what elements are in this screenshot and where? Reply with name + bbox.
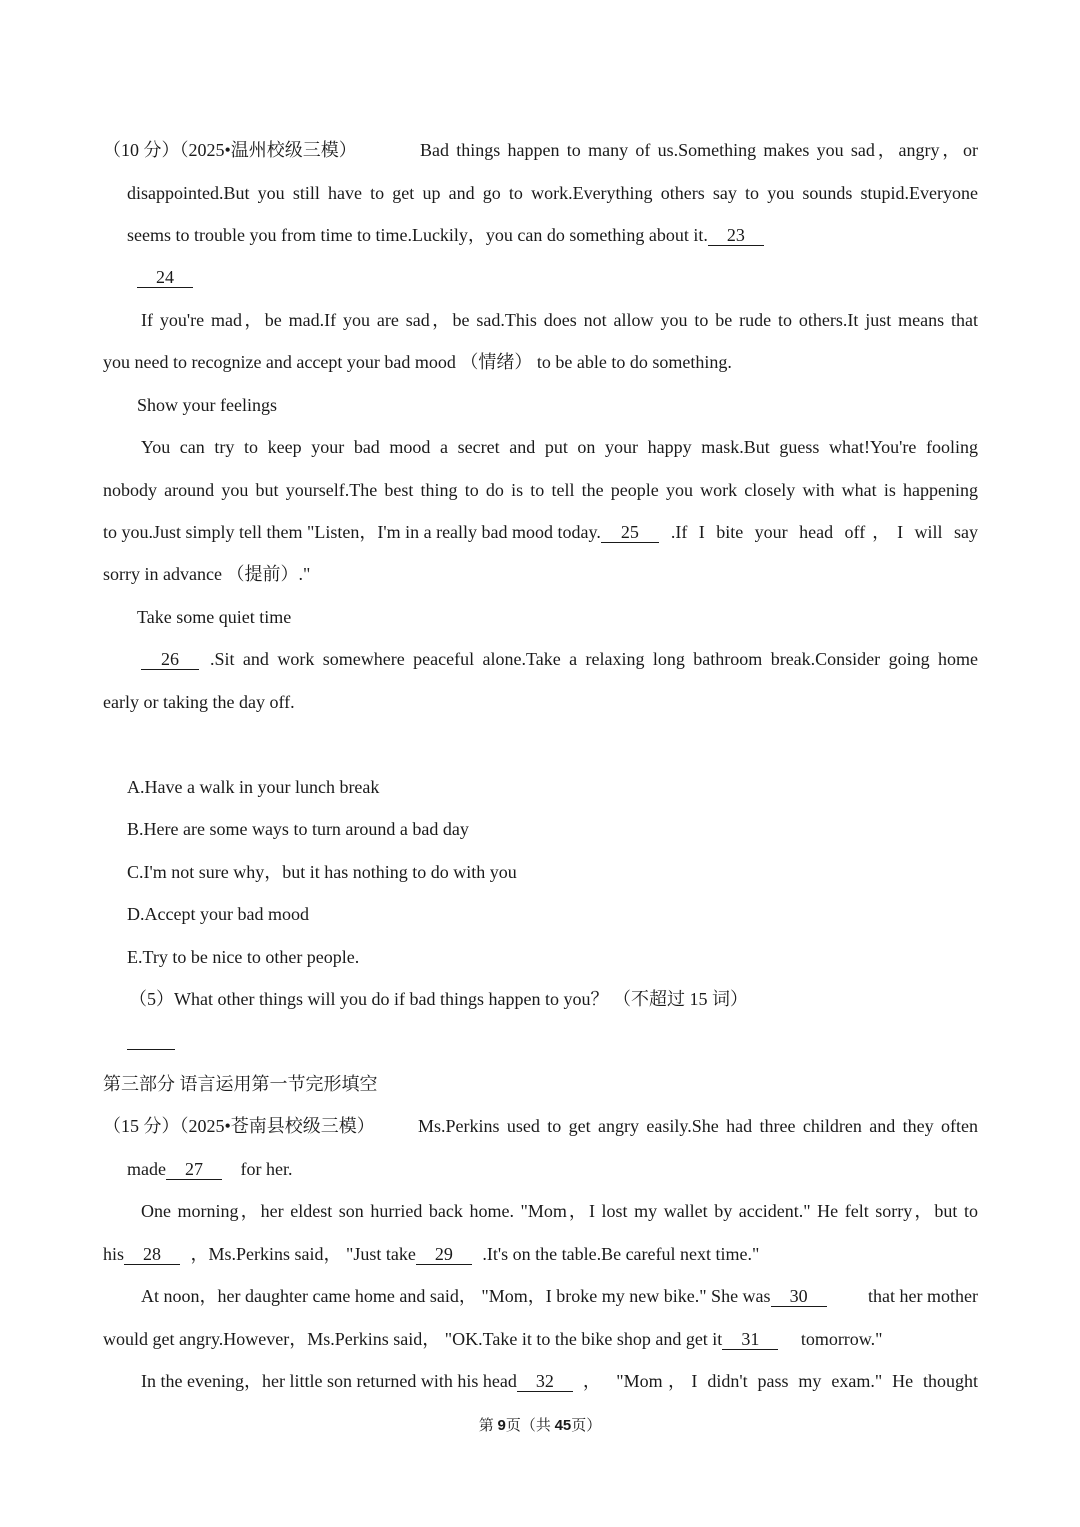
answer-blank-23[interactable]: 23 xyxy=(708,225,764,246)
passage-word: for her. xyxy=(240,1159,293,1179)
paragraph-line: you need to recognize and accept your bad mood （情绪） to be able to do something. xyxy=(103,352,732,372)
answer-blank-25[interactable]: 25 xyxy=(601,522,659,543)
answer-blank-30[interactable]: 30 xyxy=(771,1286,827,1307)
page-total: 45 xyxy=(554,1417,572,1434)
option-d: D.Accept your bad mood xyxy=(127,904,309,924)
question-5: （5）What other things will you do if bad things happen to you？ （不超过 15 词） xyxy=(129,989,748,1009)
footer-text: 第 xyxy=(478,1418,498,1434)
question-score-source: （15 分）（2025•苍南县校级三模） xyxy=(103,1116,375,1136)
answer-line-5[interactable] xyxy=(127,1049,175,1050)
page-footer xyxy=(0,1416,1080,1436)
section-heading: Take some quiet time xyxy=(137,607,292,627)
passage-intro-line xyxy=(418,1114,978,1138)
section-heading: Show your feelings xyxy=(137,395,277,415)
passage-intro-line xyxy=(127,223,764,247)
paragraph-text: At noon，her daughter came home and said， "Mom，I broke my new bike." She was xyxy=(141,1286,771,1306)
paragraph-text: tomorrow." xyxy=(800,1329,883,1349)
paragraph-line xyxy=(141,1284,978,1308)
paragraph-line: If you're mad，be mad.If you are sad，be sad.This does not allow you to be rude to others.It just means that xyxy=(141,310,978,330)
question-score-source: （10 分）（2025•温州校级三模） xyxy=(103,140,357,160)
passage-intro-text: Bad things happen to many of us.Something makes you sad，angry，or xyxy=(420,140,978,160)
option-a: A.Have a walk in your lunch break xyxy=(127,777,380,797)
paragraph-text: ，Ms.Perkins said， "Just take xyxy=(190,1244,416,1264)
answer-blank-29[interactable]: 29 xyxy=(416,1244,472,1265)
paragraph-line: You can try to keep your bad mood a secret and put on your happy mask.But guess what!You're fooling xyxy=(141,437,978,457)
footer-text: 页（共 xyxy=(505,1418,555,1434)
paragraph-text: to you.Just simply tell them "Listen，I'm in a really bad mood today. xyxy=(103,522,601,542)
paragraph-text: that her mother xyxy=(868,1286,978,1306)
section-title: 第三部分 语言运用第一节完形填空 xyxy=(103,1074,378,1094)
answer-blank-28[interactable]: 28 xyxy=(124,1244,180,1265)
question-header xyxy=(103,1114,375,1138)
answer-blank-32[interactable]: 32 xyxy=(517,1371,573,1392)
option-b: B.Here are some ways to turn around a bad day xyxy=(127,819,469,839)
paragraph-line xyxy=(141,1369,978,1393)
option-e: E.Try to be nice to other people. xyxy=(127,947,360,967)
paragraph-line xyxy=(103,1242,759,1266)
passage-intro-text: Ms.Perkins used to get angry easily.She had three children and they often xyxy=(418,1116,978,1136)
paragraph-text: .If I bite your head off，I will say xyxy=(670,522,978,542)
paragraph-text: In the evening，her little son returned with his head xyxy=(141,1371,517,1391)
passage-intro-line xyxy=(127,1157,292,1181)
paragraph-text: .Sit and work somewhere peaceful alone.Take a relaxing long bathroom break.Consider going home xyxy=(210,649,978,669)
answer-blank-31[interactable]: 31 xyxy=(722,1329,778,1350)
paragraph-text: his xyxy=(103,1244,125,1264)
paragraph-text: ， "Mom，I didn't pass my exam." He thought xyxy=(582,1371,978,1391)
passage-intro-line xyxy=(420,138,978,162)
answer-blank-24[interactable]: 24 xyxy=(137,267,193,288)
page-number: 9 xyxy=(497,1417,506,1434)
passage-intro-line: disappointed.But you still have to get up and go to work.Everything others say to you sounds stupid.Everyone xyxy=(127,183,978,203)
option-c: C.I'm not sure why，but it has nothing to do with you xyxy=(127,862,517,882)
paragraph-line xyxy=(103,520,978,544)
paragraph-line: early or taking the day off. xyxy=(103,692,295,712)
paragraph-line xyxy=(141,647,978,671)
footer-text: 页） xyxy=(571,1418,602,1434)
paragraph-line: sorry in advance （提前）." xyxy=(103,564,311,584)
answer-blank-26[interactable]: 26 xyxy=(141,649,199,670)
answer-blank-27[interactable]: 27 xyxy=(166,1159,222,1180)
passage-word: made xyxy=(127,1159,166,1179)
paragraph-line: nobody around you but yourself.The best thing to do is to tell the people you work closely with what is happening xyxy=(103,480,978,500)
question-header xyxy=(103,138,357,162)
passage-intro-text: seems to trouble you from time to time.Luckily，you can do something about it. xyxy=(127,225,708,245)
paragraph-text: would get angry.However，Ms.Perkins said， "OK.Take it to the bike shop and get it xyxy=(103,1329,723,1349)
blank-line xyxy=(137,265,193,289)
paragraph-line xyxy=(103,1327,882,1351)
paragraph-text: .It's on the table.Be careful next time." xyxy=(482,1244,760,1264)
paragraph-line: One morning，her eldest son hurried back home. "Mom，I lost my wallet by accident." He felt sorry，but to xyxy=(141,1201,978,1221)
